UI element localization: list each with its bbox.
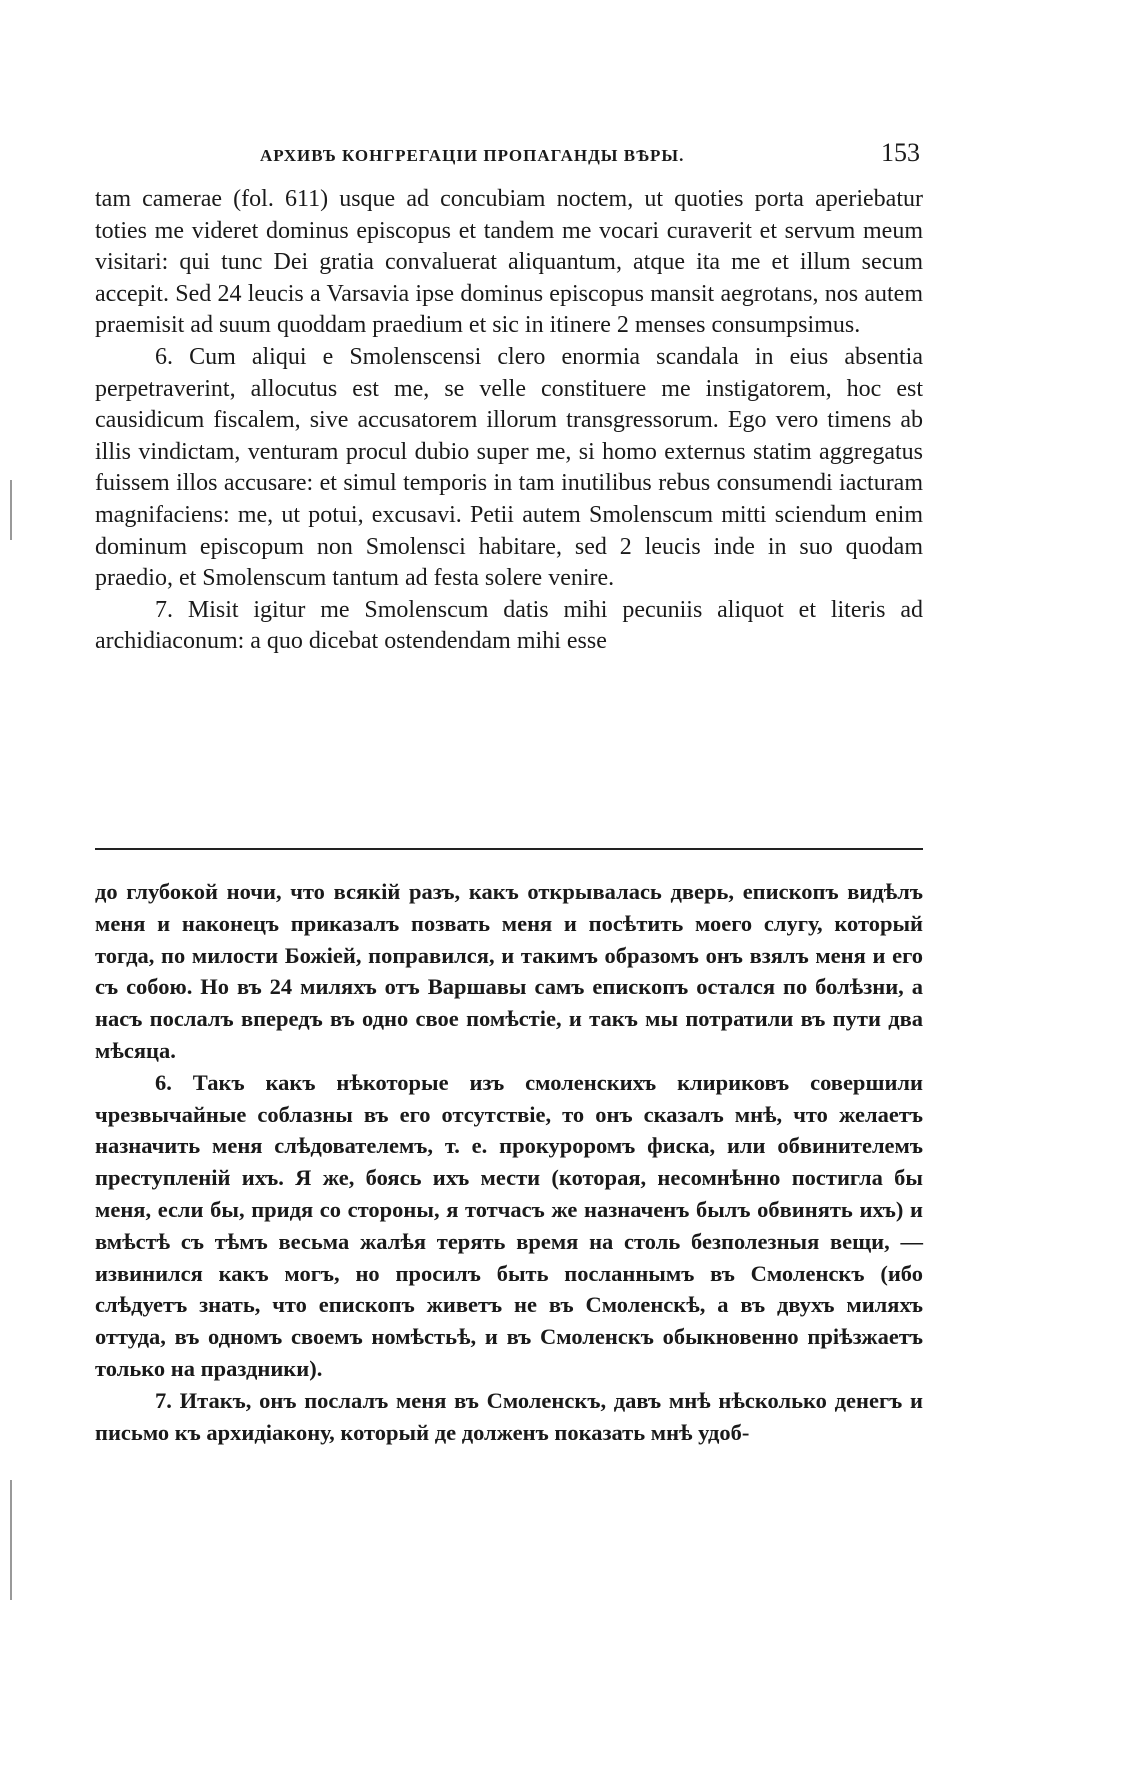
page-number: 153 bbox=[881, 138, 920, 167]
russian-paragraph: до глубокой ночи, что всякій разъ, какъ открывалась дверь, епископъ видѣлъ меня и наконецъ приказалъ позвать меня и посѣтить моего слугу, который тогда, по милости Божіей, поправился, и такимъ образомъ онъ взялъ меня и его съ собою. Но въ 24 миляхъ отъ Варшавы самъ епископъ остался по болѣзни, а насъ послалъ впередъ въ одно свое помѣстіе, и такъ мы потратили въ пути два мѣсяца. bbox=[95, 879, 923, 1063]
russian-paragraph: 6. Такъ какъ нѣкоторые изъ смоленскихъ клириковъ совершили чрезвычайные соблазны въ его отсутствіе, то онъ сказалъ мнѣ, что желаетъ назначить меня слѣдователемъ, т. е. прокуроромъ фиска, или обвинителемъ преступленій ихъ. Я же, боясь ихъ мести (которая, несомнѣнно постигла бы меня, если бы, придя со стороны, я тотчасъ же назначенъ былъ обвинять ихъ) и вмѣстѣ съ тѣмъ весьма жалѣя терять время на столь безполезныя вещи, — извинился какъ могъ, но просилъ быть посланнымъ въ Смоленскъ (ибо слѣдуетъ знать, что епископъ живетъ не въ Смоленскѣ, а въ двухъ миляхъ оттуда, въ одномъ своемъ номѣстьѣ, и въ Смоленскъ обыкновенно пріѣзжаетъ только на праздники). bbox=[95, 1069, 923, 1381]
section-divider bbox=[95, 848, 923, 850]
margin-mark bbox=[10, 480, 12, 540]
russian-translation-block bbox=[95, 876, 923, 1448]
latin-paragraph: 6. Cum aliqui e Smolenscensi clero enormia scandala in eius absentia perpetraverint, allocutus est me, se velle constituere me instigatorem, hoc est causidicum fiscalem, sive accusatorem illorum transgressorum. Ego vero timens ab illis vindictam, venturam procul dubio super me, si homo externus statim aggregatus fuissem illos accusare: et simul temporis in tam inutilibus rebus consumendi iacturam magnifaciens: me, ut potui, excusavi. Petii autem Smolenscum mitti sciendum enim dominum episcopum non Smolensci habitare, sed 2 leucis inde in suo quodam praedio, et Smolenscum tantum ad festa solere venire. bbox=[95, 343, 923, 592]
running-title: АРХИВЪ КОНГРЕГАЦІИ ПРОПАГАНДЫ ВѢРЫ. bbox=[260, 146, 685, 165]
margin-mark bbox=[10, 1480, 12, 1600]
latin-paragraph: tam camerae (fol. 611) usque ad concubiam noctem, ut quoties porta aperiebatur toties me videret dominus episcopus et tandem me vocari curaverit et servum meum visitari: qui tunc Dei gratia convaluerat aliquantum, atque ita me et illum secum accepit. Sed 24 leucis a Varsavia ipse dominus episcopus mansit aegrotans, nos autem praemisit ad suum quoddam praedium et sic in itinere 2 menses consumpsimus. bbox=[95, 186, 923, 339]
page-header bbox=[260, 138, 920, 174]
latin-paragraph: 7. Misit igitur me Smolenscum datis mihi pecuniis aliquot et literis ad archidiaconum: a quo dicebat ostendendam mihi esse bbox=[95, 596, 923, 655]
russian-paragraph: 7. Итакъ, онъ послалъ меня въ Смоленскъ, давъ мнѣ нѣсколько денегъ и письмо къ архидіакону, который де долженъ показать мнѣ удоб- bbox=[95, 1387, 923, 1445]
latin-text-block bbox=[95, 184, 923, 658]
